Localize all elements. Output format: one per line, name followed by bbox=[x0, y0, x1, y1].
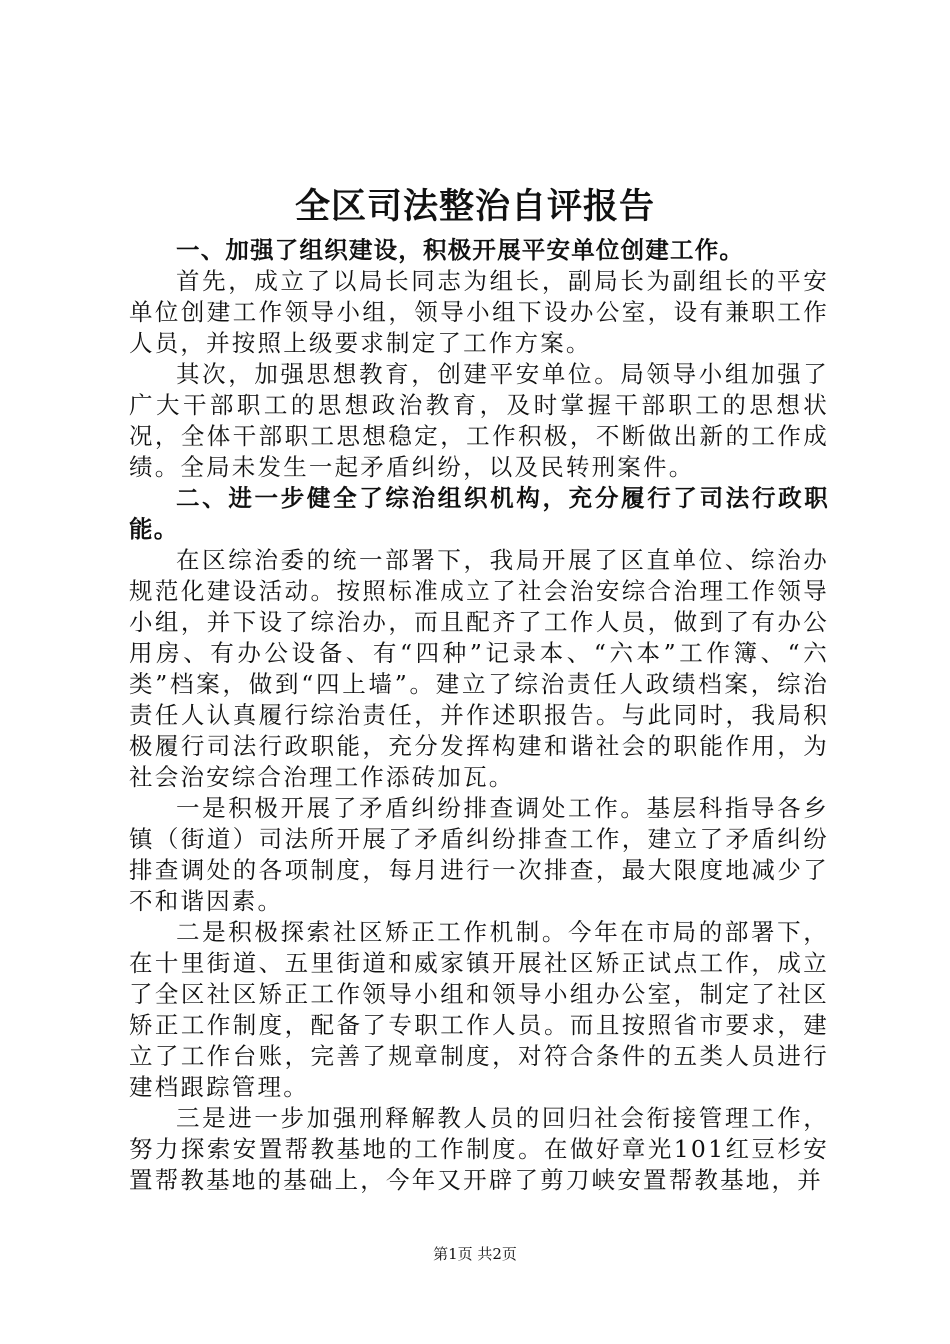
paragraph: 二是积极探索社区矫正工作机制。今年在市局的部署下，在十里街道、五里街道和威家镇开展社区矫正试点工作，成立了全区社区矫正工作领导小组和领导小组办公室，制定了社区矫正工作制度，配备了专职工作人员。而且按照省市要求，建立了工作台账，完善了规章制度，对符合条件的五类人员进行建档跟踪管理。 bbox=[129, 918, 829, 1101]
paragraph: 其次，加强思想教育，创建平安单位。局领导小组加强了广大干部职工的思想政治教育，及时掌握干部职工的思想状况，全体干部职工思想稳定，工作积极，不断做出新的工作成绩。全局未发生一起矛盾纠纷，以及民转刑案件。 bbox=[129, 360, 829, 481]
document-body bbox=[129, 235, 829, 1196]
paragraph: 在区综治委的统一部署下，我局开展了区直单位、综治办规范化建设活动。按照标准成立了社会治安综合治理工作领导小组，并下设了综治办，而且配齐了工作人员，做到了有办公用房、有办公设备、有“四种”记录本、“六本”工作簿、“六类”档案，做到“四上墙”。建立了综治责任人政绩档案，综治责任人认真履行综治责任，并作述职报告。与此同时，我局积极履行司法行政职能，充分发挥构建和谐社会的职能作用，为社会治安综合治理工作添砖加瓦。 bbox=[129, 546, 829, 791]
paragraph: 三是进一步加强刑释解教人员的回归社会衔接管理工作，努力探索安置帮教基地的工作制度。在做好章光101红豆杉安置帮教基地的基础上，今年又开辟了剪刀峡安置帮教基地，并 bbox=[129, 1104, 829, 1194]
paragraph: 首先，成立了以局长同志为组长，副局长为副组长的平安单位创建工作领导小组，领导小组下设办公室，设有兼职工作人员，并按照上级要求制定了工作方案。 bbox=[129, 267, 829, 357]
section-heading-1: 一、加强了组织建设，积极开展平安单位创建工作。 bbox=[176, 236, 745, 264]
document-title: 全区司法整治自评报告 bbox=[294, 187, 655, 227]
paragraph: 一是积极开展了矛盾纠纷排查调处工作。基层科指导各乡镇（街道）司法所开展了矛盾纠纷排查工作，建立了矛盾纠纷排查调处的各项制度，每月进行一次排查，最大限度地减少了不和谐因素。 bbox=[129, 794, 829, 915]
page-footer: 第1页 共2页 bbox=[433, 1245, 517, 1263]
section-heading-2: 二、进一步健全了综治组织机构，充分履行了司法行政职能。 bbox=[129, 484, 829, 543]
